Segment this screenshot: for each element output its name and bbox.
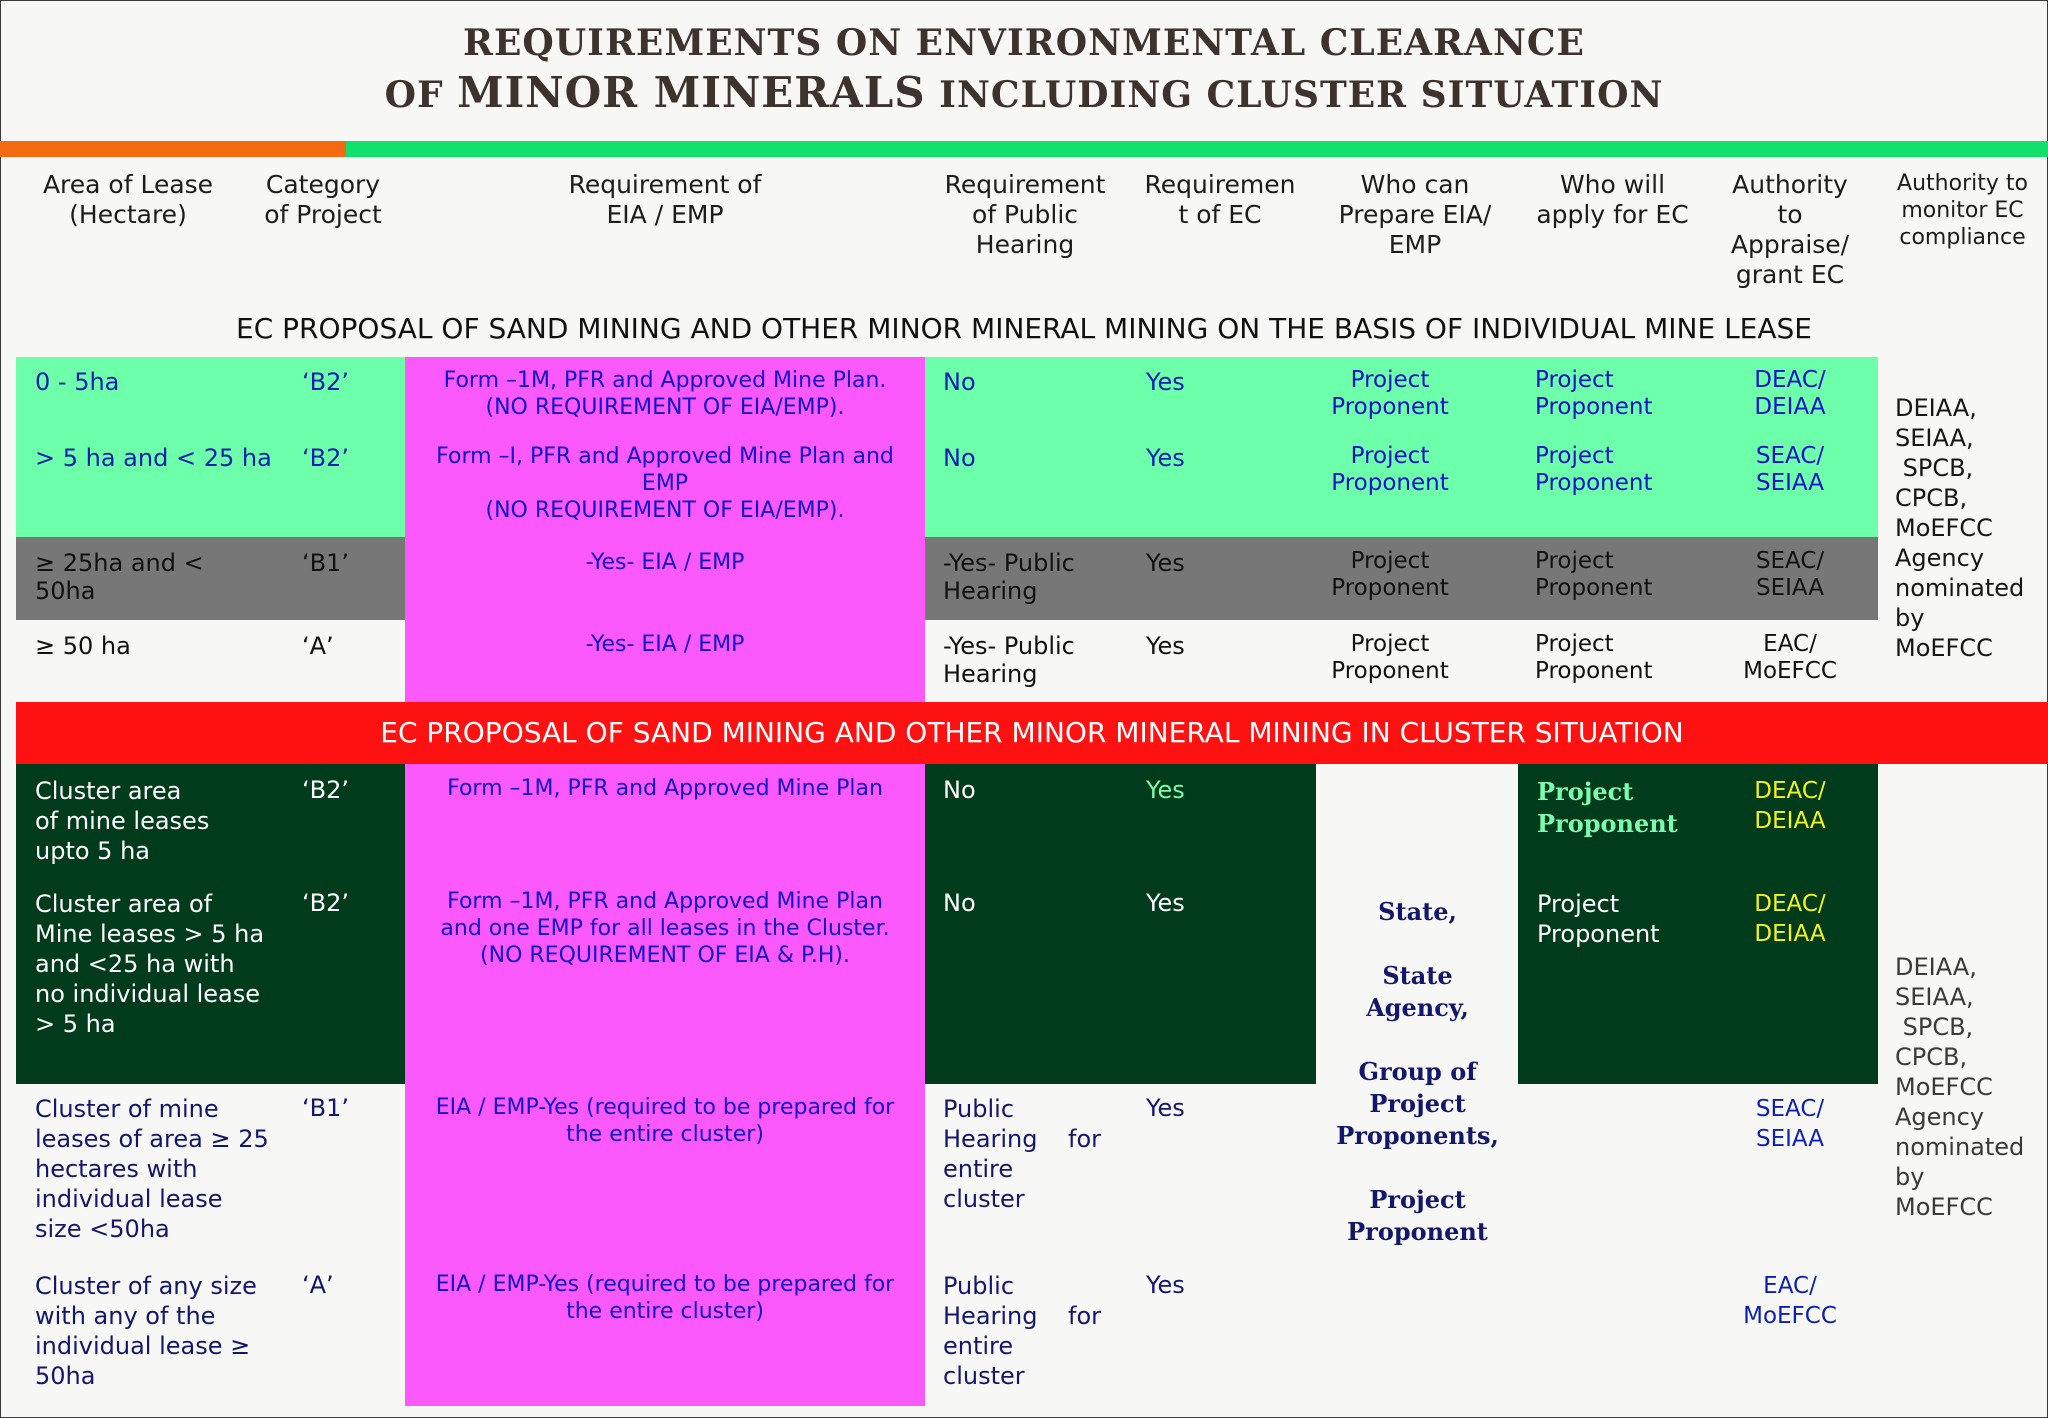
area-line: of mine leases [35, 807, 210, 835]
eia-line: the entire cluster) [566, 1122, 764, 1147]
cluster-row-4-area [35, 1271, 257, 1391]
monitor-line: CPCB, [1895, 1043, 1968, 1071]
prepare-line: Project [1369, 1089, 1466, 1118]
cluster-row-2-hearing: No [943, 889, 976, 917]
table-row-4-area: ≥ 50 ha [35, 632, 131, 660]
table-row-1-eia [405, 367, 925, 421]
title-of: OF [384, 74, 444, 116]
table-row-1-ec: Yes [1146, 368, 1185, 396]
area-line: upto 5 ha [35, 837, 150, 865]
cluster-row-2-area [35, 889, 264, 1039]
area-line: size <50ha [35, 1215, 170, 1243]
table-row-4-ec: Yes [1146, 632, 1185, 660]
table-row-4-apply: Project Proponent [1535, 631, 1653, 684]
cluster-row-4-hearing [943, 1271, 1111, 1391]
area-line: leases of area ≥ 25 [35, 1125, 269, 1153]
monitor-line: nominated [1895, 1133, 2025, 1161]
cluster-row-1-category: ‘B2’ [302, 776, 349, 804]
hearing-line: entire [943, 1332, 1014, 1360]
monitor-line: Agency [1895, 1103, 1985, 1131]
table-row-3-area: ≥ 25ha and < 50ha [35, 549, 204, 605]
area-line: Cluster of mine [35, 1095, 219, 1123]
table-row-3-ec: Yes [1146, 549, 1185, 577]
table-row-3-grant: SEAC/ SEIAA [1755, 548, 1825, 601]
area-line: hectares with [35, 1155, 198, 1183]
monitor-line: MoEFCC [1895, 1193, 1993, 1221]
monitor-line: SEIAA, [1895, 983, 1974, 1011]
header-eia: Requirement of EIA / EMP [568, 170, 762, 229]
eia-line: EMP [641, 471, 689, 496]
table-row-4-category: ‘A’ [302, 632, 334, 660]
cluster-row-1-eia: Form –1M, PFR and Approved Mine Plan [447, 776, 883, 801]
apply-line: Project [1537, 777, 1634, 806]
area-line: Mine leases > 5 ha [35, 920, 265, 948]
table-row-1-prepare: Project Proponent [1331, 367, 1449, 420]
table-row-2-category: ‘B2’ [302, 444, 349, 472]
section-individual-title: EC PROPOSAL OF SAND MINING AND OTHER MINOR MINERAL MINING ON THE BASIS OF INDIVIDUAL MINE LEASE [236, 312, 1812, 345]
monitor-line: CPCB, [1895, 484, 1968, 512]
monitor-authority-cluster [1895, 952, 2045, 1222]
header-who-prepare: Who can Prepare EIA/ EMP [1338, 170, 1492, 259]
table-row-2-apply: Project Proponent [1535, 443, 1653, 496]
table-row-4-hearing: -Yes- Public Hearing [943, 632, 1075, 688]
cluster-row-3-ec: Yes [1146, 1094, 1185, 1122]
table-row-4-grant: EAC/ MoEFCC [1743, 631, 1837, 684]
accent-bar-orange [0, 141, 346, 157]
table-row-2-hearing: No [943, 444, 976, 472]
prepare-line: Group of [1358, 1057, 1477, 1086]
prepare-line: State, [1378, 897, 1457, 926]
monitor-authority-individual [1895, 393, 2045, 663]
monitor-line: SEIAA, [1895, 424, 1974, 452]
eia-line: EIA / EMP-Yes (required to be prepared for [435, 1095, 895, 1120]
area-line: Cluster area [35, 777, 182, 805]
table-row-2-grant: SEAC/ SEIAA [1755, 443, 1825, 496]
cluster-row-1-grant: DEAC/ DEIAA [1754, 778, 1826, 834]
eia-line: and one EMP for all leases in the Cluster. [440, 916, 890, 941]
eia-line: Form –I, PFR and Approved Mine Plan and [436, 444, 894, 469]
area-line: > 5 ha [35, 1010, 116, 1038]
area-line: with any of the [35, 1302, 216, 1330]
cluster-row-3-hearing [943, 1094, 1111, 1214]
cluster-row-2-grant: DEAC/ DEIAA [1754, 891, 1826, 947]
hearing-line: Hearing for [943, 1302, 1102, 1330]
monitor-line: SPCB, [1895, 454, 1974, 482]
monitor-line: SPCB, [1895, 1013, 1974, 1041]
eia-line: (NO REQUIREMENT OF EIA/EMP). [485, 498, 845, 523]
title-line-2 [0, 68, 2048, 117]
table-row-2-ec: Yes [1146, 444, 1185, 472]
prepare-line: State [1382, 961, 1453, 990]
table-row-1-grant: DEAC/ DEIAA [1754, 367, 1826, 420]
cluster-row-1-ec: Yes [1146, 776, 1185, 804]
eia-line: (NO REQUIREMENT OF EIA/EMP). [485, 395, 845, 420]
prepare-line: Proponents, [1336, 1121, 1499, 1150]
hearing-line: cluster [943, 1185, 1025, 1213]
monitor-line: by [1895, 1163, 1925, 1191]
eia-line: (NO REQUIREMENT OF EIA & P.H). [480, 943, 850, 968]
header-category: Category of Project [264, 170, 382, 229]
cluster-row-4-ec: Yes [1146, 1271, 1185, 1299]
title-cluster: INCLUDING CLUSTER SITUATION [939, 74, 1664, 116]
table-row-2-area: > 5 ha and < 25 ha [35, 444, 272, 472]
eia-line: Form –1M, PFR and Approved Mine Plan. [443, 368, 887, 393]
table-row-3-eia: -Yes- EIA / EMP [585, 550, 745, 575]
cluster-row-4-category: ‘A’ [302, 1271, 334, 1299]
table-row-4-eia: -Yes- EIA / EMP [585, 632, 745, 657]
area-line: Cluster area of [35, 890, 213, 918]
table-row-3-apply: Project Proponent [1535, 548, 1653, 601]
hearing-line: cluster [943, 1362, 1025, 1390]
cluster-row-2-eia [405, 888, 925, 969]
cluster-row-3-area [35, 1094, 269, 1244]
prepare-line: Project [1369, 1185, 1466, 1214]
cluster-row-2-apply [1537, 889, 1660, 949]
cluster-row-3-eia [405, 1094, 925, 1148]
area-line: no individual lease [35, 980, 261, 1008]
table-row-1-apply: Project Proponent [1535, 367, 1653, 420]
table-row-1-category: ‘B2’ [302, 368, 349, 396]
area-line: 50ha [35, 1362, 96, 1390]
header-public-hearing: Requirement of Public Hearing [944, 170, 1106, 259]
monitor-line: DEIAA, [1895, 953, 1977, 981]
monitor-line: Agency [1895, 544, 1985, 572]
cluster-row-4-grant: EAC/ MoEFCC [1743, 1273, 1837, 1329]
cluster-row-1-apply [1537, 776, 1678, 840]
spacer [1320, 928, 1515, 960]
title-minor-minerals: MINOR MINERALS [457, 68, 926, 117]
prepare-line: Agency, [1366, 993, 1469, 1022]
hearing-line: Public [943, 1095, 1015, 1123]
hearing-line: Public [943, 1272, 1015, 1300]
header-who-apply: Who will apply for EC [1536, 170, 1689, 229]
cluster-row-4-eia [405, 1271, 925, 1325]
header-area: Area of Lease (Hectare) [42, 170, 214, 229]
header-authority-monitor: Authority to monitor EC compliance [1897, 171, 2028, 250]
eia-line: Form –1M, PFR and Approved Mine Plan [447, 889, 883, 914]
spacer [1320, 1152, 1515, 1184]
eia-line: the entire cluster) [566, 1299, 764, 1324]
cluster-row-1-hearing: No [943, 776, 976, 804]
cluster-row-3-grant: SEAC/ SEIAA [1755, 1096, 1825, 1152]
monitor-line: by [1895, 604, 1925, 632]
monitor-line: MoEFCC [1895, 634, 1993, 662]
area-line: individual lease [35, 1185, 223, 1213]
table-row-3-hearing: -Yes- Public Hearing [943, 549, 1075, 605]
cluster-row-2-ec: Yes [1146, 889, 1185, 917]
table-row-1-hearing: No [943, 368, 976, 396]
monitor-line: DEIAA, [1895, 394, 1977, 422]
cluster-row-2-category: ‘B2’ [302, 889, 349, 917]
monitor-line: nominated [1895, 574, 2025, 602]
area-line: and <25 ha with [35, 950, 235, 978]
prepare-line: Proponent [1347, 1217, 1488, 1246]
table-row-3-prepare: Project Proponent [1331, 548, 1449, 601]
cluster-row-1-area [35, 776, 209, 866]
table-row-3-category: ‘B1’ [302, 549, 349, 577]
cluster-row-3-category: ‘B1’ [302, 1094, 349, 1122]
apply-line: Project [1537, 890, 1620, 918]
cluster-who-prepare [1320, 896, 1515, 1248]
table-row-2-prepare: Project Proponent [1331, 443, 1449, 496]
hearing-line: Hearing for [943, 1125, 1102, 1153]
table-row-1-area: 0 - 5ha [35, 368, 120, 396]
accent-bar-green [346, 141, 2048, 157]
area-line: Cluster of any size [35, 1272, 257, 1300]
header-authority-grant: Authority to Appraise/ grant EC [1730, 170, 1850, 289]
monitor-line: MoEFCC [1895, 514, 1993, 542]
title-line-1: REQUIREMENTS ON ENVIRONMENTAL CLEARANCE [463, 22, 1585, 64]
hearing-line: entire [943, 1155, 1014, 1183]
eia-line: EIA / EMP-Yes (required to be prepared for [435, 1272, 895, 1297]
table-row-4-prepare: Project Proponent [1331, 631, 1449, 684]
apply-line: Proponent [1537, 920, 1660, 948]
apply-line: Proponent [1537, 809, 1678, 838]
table-row-2-eia [405, 443, 925, 524]
spacer [1320, 1024, 1515, 1056]
header-ec: Requiremen t of EC [1144, 170, 1296, 229]
monitor-line: MoEFCC [1895, 1073, 1993, 1101]
section-cluster-title: EC PROPOSAL OF SAND MINING AND OTHER MINOR MINERAL MINING IN CLUSTER SITUATION [16, 702, 2048, 764]
area-line: individual lease ≥ [35, 1332, 251, 1360]
